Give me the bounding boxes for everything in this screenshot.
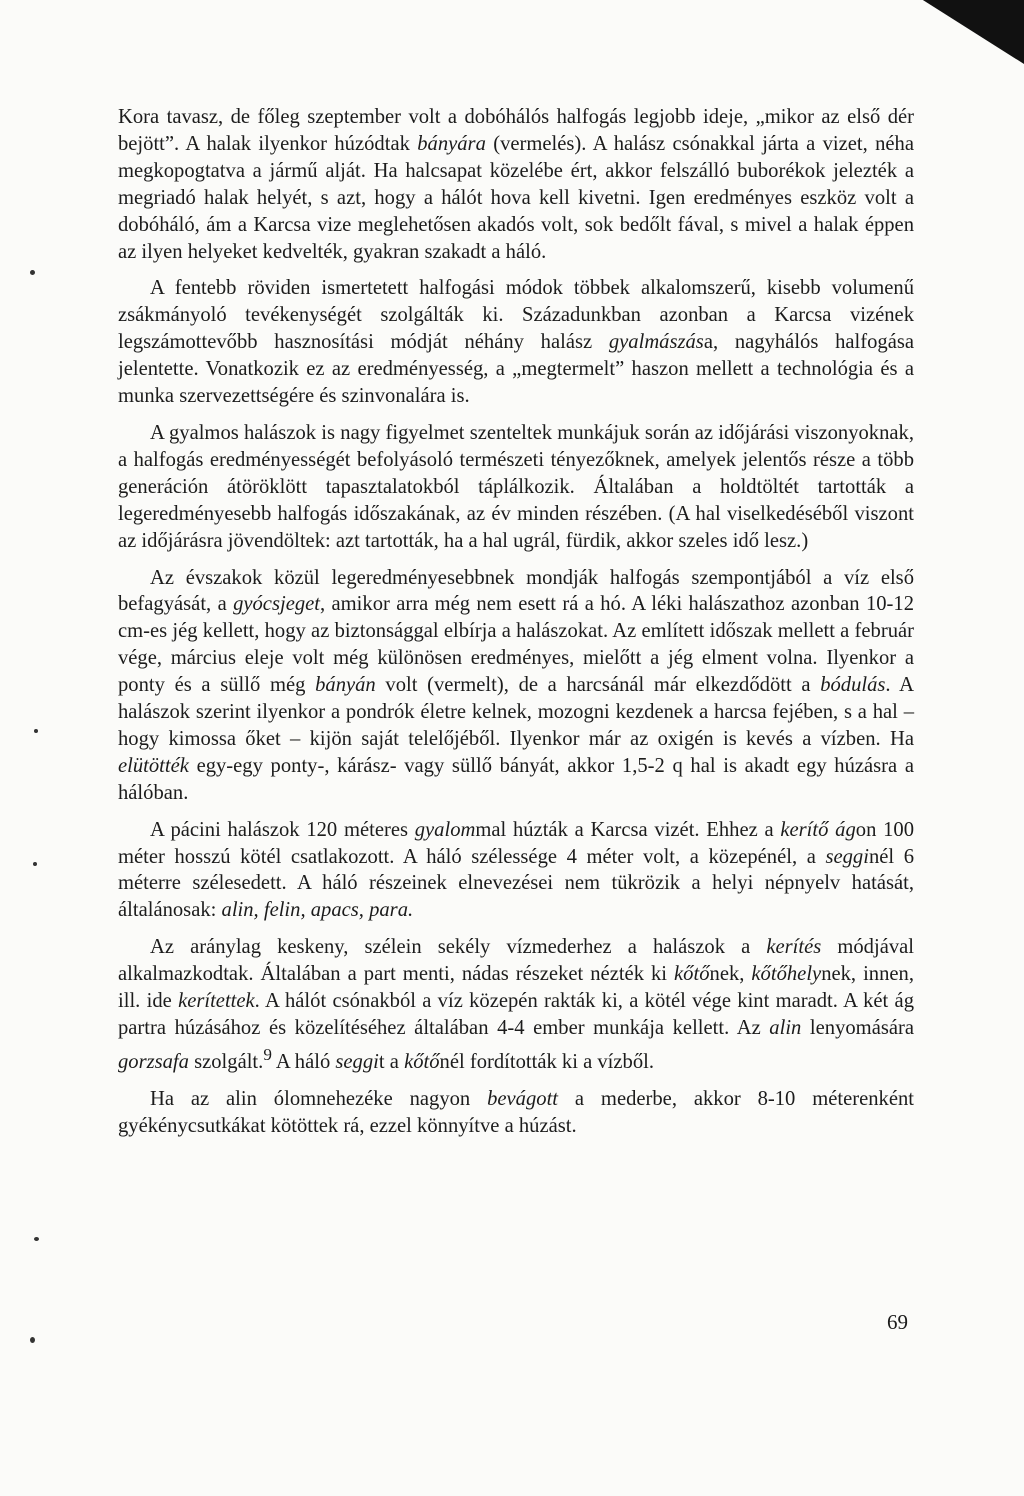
text-run: szolgált. — [188, 1050, 264, 1073]
italic-term: bevágott — [487, 1087, 559, 1110]
text-run: Ha az alin ólomnehezéke nagyon — [150, 1087, 488, 1110]
footnote-ref: 9 — [263, 1044, 272, 1064]
paragraph — [118, 1086, 914, 1140]
text-run: nek, innen, ill. ide — [118, 963, 914, 1013]
text-run: mal húzták a Karcsa vizét. Ehhez a — [475, 818, 781, 841]
paragraph — [118, 565, 914, 807]
italic-term: gyócsjeget — [233, 593, 320, 616]
text-run: a mederbe, akkor 8-10 méterenként gyékénycsutkákat kötöttek rá, ezzel könnyítve a húzást. — [118, 1087, 914, 1137]
text-run: Az évszakok közül legeredményesebbnek mondják halfogás szempontjából a víz első befagyását, a — [118, 566, 914, 616]
text-run: a, nagyhálós halfogása jelentette. Vonatkozik ez az eredményesség, a „megtermelt” haszon mellett a technológia és a munka szervezettségére és szinvonalára is. — [118, 331, 914, 408]
text-run: t a — [378, 1050, 405, 1073]
italic-term: gyalom — [414, 818, 476, 841]
text-run: lenyomására — [801, 1017, 914, 1039]
text-run: A pácini halászok 120 méteres — [150, 818, 415, 841]
scan-speck — [33, 862, 37, 866]
italic-term: gyalmászás — [608, 331, 704, 354]
paragraph — [118, 275, 914, 410]
italic-term: kőtő — [674, 963, 710, 986]
text-run: A háló — [271, 1050, 336, 1073]
text-run: A fentebb röviden ismertetett halfogási módok többek alkalomszerű, kisebb volumenű zsákmányoló tevékenységét szolgálták ki. Századunkban azonban a Karcsa vizének legszámottevőbb hasznosítási módját néhány halász — [118, 277, 914, 354]
italic-term: bányára — [417, 132, 486, 155]
italic-term: kőtő — [404, 1050, 440, 1073]
scan-speck — [30, 1337, 35, 1343]
page-body-text — [118, 104, 914, 1149]
scan-corner-mark — [894, 0, 1024, 64]
text-run: on 100 méter hosszú kötél csatlakozott. A háló szélessége 4 méter volt, a közepénél, a — [118, 818, 914, 868]
paragraph — [118, 817, 914, 925]
text-run: (vermelés). A halász csónakkal járta a vizet, néha megkopogtatva a jármű alját. Ha halcsapat közelébe ért, akkor felszálló buborékok jelezték a megriadó halak helyét, s azt, hogy a hálót hova kell kivetni. Igen eredményes eszköz volt a dobóháló, ám a Karcsa vize meglehetősen akadós volt, sok bedőlt fával, s mivel a halak éppen az ilyen helyeket kedvelték, gyakran szakadt a háló. — [118, 132, 914, 263]
scan-speck — [34, 729, 38, 733]
italic-term: kerítettek — [178, 990, 255, 1013]
italic-term: kerítő ág — [780, 818, 856, 841]
text-run: egy-egy ponty-, kárász- vagy süllő bányát, akkor 1,5-2 q hal is akadt egy húzásra a hálóban. — [118, 754, 914, 804]
text-run: Az aránylag keskeny, szélein sekély vízmederhez a halászok a — [150, 936, 767, 959]
text-run: A gyalmos halászok is nagy figyelmet szenteltek munkájuk során az időjárási viszonyoknak, a halfogás eredményességét befolyásoló természeti tényezőknek, amelyek jelentős része a több generáción átöröklött tapasztalatokból táplálkozik. Általában a holdtöltét tartották a legeredményesebb halfogás időszakának, az év minden részében. (A hal viselkedéséből viszont az időjárásra jövendöltek: azt tartották, ha a hal ugrál, fürdik, akkor szeles idő lesz.) — [118, 421, 914, 552]
text-run: volt (vermelt), de a harcsánál már elkezdődött a — [375, 674, 821, 697]
text-run: . A hálót csónakból a víz közepén rakták ki, a kötél vége kint maradt. A két ág partra húzásához és közelítéséhez általában 4-4 ember munkája kellett. Az — [118, 990, 914, 1039]
text-run: Kora tavasz, de főleg szeptember volt a dobóhálós halfogás legjobb ideje, „mikor az első dér bejött”. A halak ilyenkor húzódtak — [118, 106, 914, 155]
italic-term: elütötték — [118, 754, 189, 777]
paragraph — [118, 420, 914, 555]
italic-term: seggi — [825, 845, 869, 868]
italic-term: alin, felin, apacs, para. — [221, 899, 414, 922]
text-run: nél fordították ki a vízből. — [439, 1050, 654, 1073]
text-run: , amikor arra még nem esett rá a hó. A léki halászathoz azonban 10-12 cm-es jég kellett, hogy az biztonsággal elbírja a halászokat. Az említett időszak mellett a február vége, március eleje volt még különösen eredményes, mielőtt a jég elment volna. Ilyenkor a ponty és a süllő még — [118, 593, 914, 697]
italic-term: gorzsafa — [118, 1050, 189, 1073]
text-run: . A halászok szerint ilyenkor a pondrók életre kelnek, mozogni kezdenek a harcsa fejében, s a hal – hogy kimossa őket – kijön saját telelőjéből. Ilyenkor már az oxigén is kevés a vízben. Ha — [118, 674, 914, 750]
scan-speck — [30, 270, 35, 275]
page-number: 69 — [887, 1310, 908, 1334]
text-run: nek, — [709, 963, 752, 986]
text-run: nél 6 méterre szélesedett. A háló részeinek elnevezései nem tükrözik a helyi népnyelv hatását, általánosak: — [118, 845, 914, 922]
text-run: módjával alkalmazkodtak. Általában a part menti, nádas részeket nézték ki — [118, 936, 914, 986]
italic-term: alin — [769, 1017, 802, 1039]
paragraph — [118, 934, 914, 1075]
scan-speck — [34, 1237, 39, 1241]
italic-term: kerítés — [766, 936, 822, 959]
italic-term: bódulás — [820, 674, 886, 697]
italic-term: kőtőhely — [751, 963, 822, 986]
italic-term: bányán — [315, 674, 376, 697]
italic-term: seggi — [335, 1050, 379, 1073]
paragraph — [118, 104, 914, 265]
